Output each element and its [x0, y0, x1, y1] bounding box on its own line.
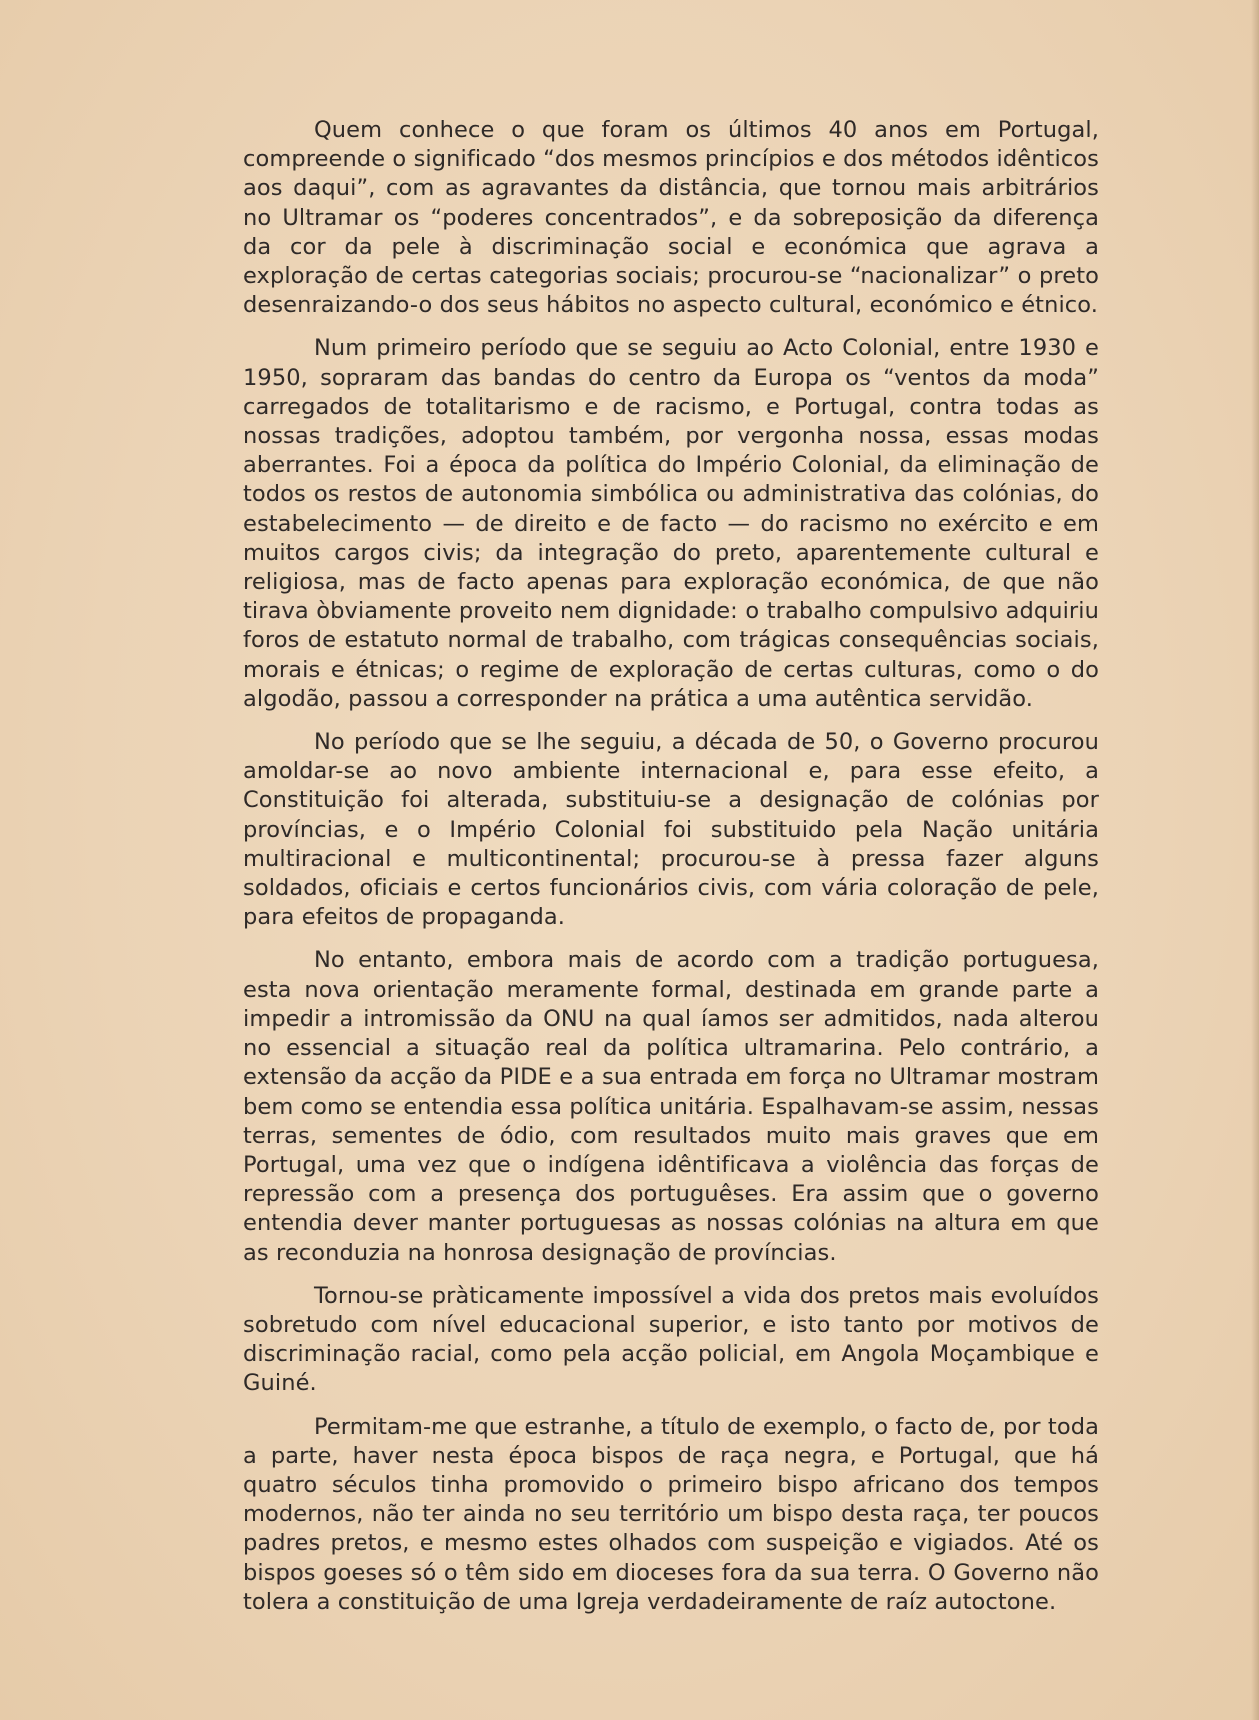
page-edge [1251, 0, 1259, 1720]
paragraph-3: No período que se lhe seguiu, a década de 50, o Governo procurou amoldar-se ao novo ambiente internacional e, para esse efeito, a Constituição foi alterada, substituiu-se a designação de colónias por províncias, e o Império Colonial foi substituido pela Nação unitária multiracional e multicontinental; procurou-se à pressa fazer alguns soldados, oficiais e certos funcionários civis, com vária coloração de pele, para efeitos de propaganda. [243, 729, 1099, 931]
paragraph-4: No entanto, embora mais de acordo com a tradição portuguesa, esta nova orientação meramente formal, destinada em grande parte a impedir a intromissão da ONU na qual íamos ser admitidos, nada alterou no essencial a situação real da política ultramarina. Pelo contrário, a extensão da acção da PIDE e a sua entrada em força no Ultramar mostram bem como se entendia essa política unitária. Espalhavam-se assim, nessas terras, sementes de ódio, com resultados muito mais graves que em Portugal, uma vez que o indígena idêntificava a violência das forças de repressão com a presença dos portuguêses. Era assim que o governo entendia dever manter portuguesas as nossas colónias na altura em que as reconduzia na honrosa designação de províncias. [243, 947, 1099, 1266]
paragraph-2: Num primeiro período que se seguiu ao Acto Colonial, entre 1930 e 1950, sopraram das bandas do centro da Europa os “ventos da moda” carregados de totalitarismo e de racismo, e Portugal, contra todas as nossas tradições, adoptou também, por vergonha nossa, essas modas aberrantes. Foi a época da política do Império Colonial, da eliminação de todos os restos de autonomia simbólica ou administrativa das colónias, do estabelecimento — de direito e de facto — do racismo no exército e em muitos cargos civis; da integração do preto, aparentemente cultural e religiosa, mas de facto apenas para exploração económica, de que não tirava òbviamente proveito nem dignidade: o trabalho compulsivo adquiriu foros de estatuto normal de trabalho, com trágicas consequências sociais, morais e étnicas; o regime de exploração de certas culturas, como o do algodão, passou a corresponder na prática a uma autêntica servidão. [243, 335, 1099, 712]
paragraph-5: Tornou-se pràticamente impossível a vida dos pretos mais evoluídos sobretudo com nível educacional superior, e isto tanto por motivos de discriminação racial, como pela acção policial, em Angola Moçambique e Guiné. [243, 1282, 1099, 1397]
body-text [243, 116, 1099, 1631]
paragraph-6: Permitam-me que estranhe, a título de exemplo, o facto de, por toda a parte, haver nesta época bispos de raça negra, e Portugal, que há quatro séculos tinha promovido o primeiro bispo africano dos tempos modernos, não ter ainda no seu território um bispo desta raça, ter poucos padres pretos, e mesmo estes olhados com suspeição e vigiados. Até os bispos goeses só o têm sido em dioceses fora da sua terra. O Governo não tolera a constituição de uma Igreja verdadeiramente de raíz autoctone. [243, 1413, 1099, 1615]
paragraph-1: Quem conhece o que foram os últimos 40 anos em Portugal, compreende o significado “dos mesmos princípios e dos métodos idênticos aos daqui”, com as agravantes da distância, que tornou mais arbitrários no Ultramar os “poderes concentrados”, e da sobreposição da diferença da cor da pele à discriminação social e económica que agrava a exploração de certas categorias sociais; procurou-se “nacionalizar” o preto desenraizando-o dos seus hábitos no aspecto cultural, económico e étnico. [243, 117, 1099, 319]
